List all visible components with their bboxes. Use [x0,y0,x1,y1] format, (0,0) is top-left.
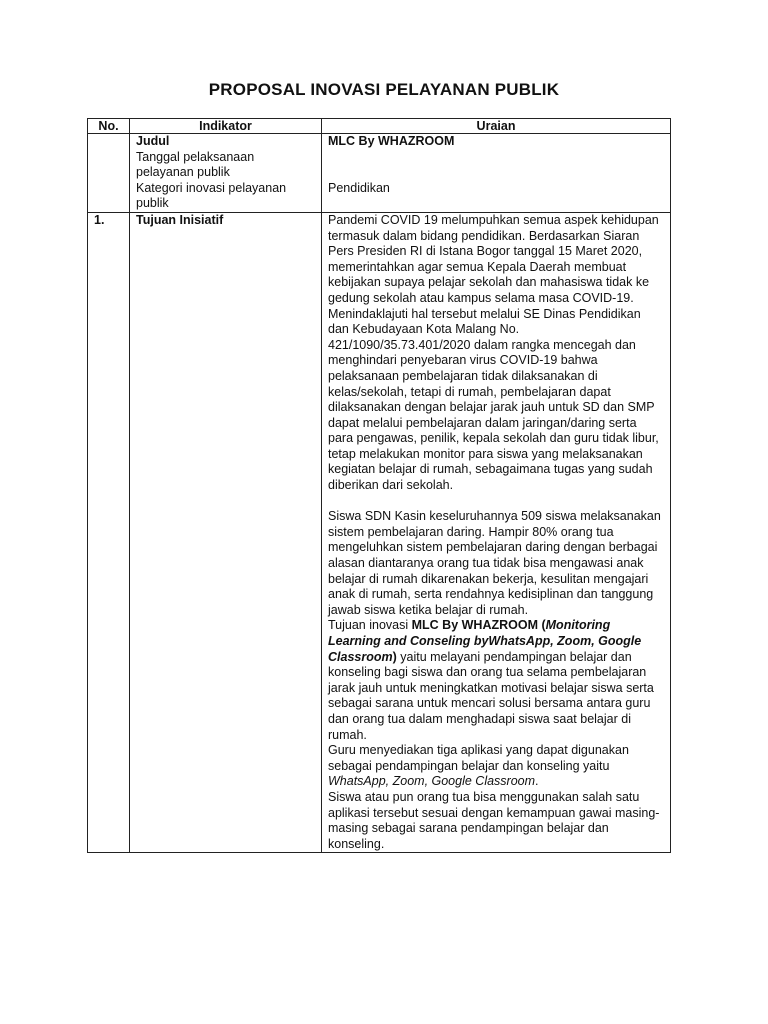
paragraph-problem: Siswa SDN Kasin keseluruhannya 509 siswa melaksanakan sistem pembelajaran daring. Hampir 80% orang tua mengeluhkan sistem pembelajaran daring dengan berbagai alasan diantaranya orang tua tidak bisa mengawasi anak belajar di rumah dikarenakan bekerja, kesulitan mengajari anak di rumah, serta rendahnya kedisiplinan dan tanggung jawab siswa ketika belajar di rumah. [328,509,661,617]
table-header-row [88,119,671,134]
tanggal-label: Tanggal pelaksanaan pelayanan publik [136,149,255,180]
table-row-meta [88,134,671,213]
meta-uraian-cell [322,134,671,213]
paragraph-goal [328,618,664,743]
goal-paren-close: ) [392,649,397,664]
row-number: 1. [88,212,130,852]
kategori-value: Pendidikan [328,180,390,195]
proposal-table [87,118,671,853]
judul-label: Judul [136,134,170,148]
meta-no-cell [88,134,130,213]
goal-description: yaitu melayani pendampingan belajar dan konseling bagi siswa dan orang tua selama pembelajaran jarak jauh untuk meningkatkan motivasi belajar siswa serta sebagai sarana untuk mencari solusi bersama antara guru dan orang tua dalam menghadapi siswa saat belajar di rumah. [328,649,654,742]
header-no: No. [88,119,130,134]
header-uraian: Uraian [322,119,671,134]
document-title: PROPOSAL INOVASI PELAYANAN PUBLIK [208,80,560,99]
judul-value: MLC By WHAZROOM [328,134,455,148]
header-indikator: Indikator [130,119,322,134]
goal-product-expansion: Monitoring Learning and Conseling byWhatsApp, Zoom, Google Classroom [328,618,642,664]
row-indikator: Tujuan Inisiatif [130,212,322,852]
row-uraian [322,212,671,852]
goal-product-name: MLC By WHAZROOM ( [411,618,546,633]
paragraph-background: Pandemi COVID 19 melumpuhkan semua aspek kehidupan termasuk dalam bidang pendidikan. Berdasarkan Siaran Pers Presiden RI di Istana Bogor tanggal 15 Maret 2020, memerintahkan agar semua Kepala Daerah membuat kebijakan supaya pelajar sekolah dan mahasiswa tidak ke gedung sekolah atau kampus selama masa COVID-19. Menindaklajuti hal tersebut melalui SE Dinas Pendidikan dan Kebudayaan Kota Malang No. 421/1090/35.73.401/2020 dalam rangka mencegah dan menghindari penyebaran virus COVID-19 bahwa pelaksanaan pembelajaran tidak dilaksanakan di kelas/sekolah, tetapi di rumah, pembelajaran dapat dilaksanakan dengan belajar jarak jauh untuk SD dan SMP dapat melalui pembelajaran dalam jaringan/daring serta para pengawas, penilik, kepala sekolah dan guru tidak libur, tetap melakukan monitor para siswa yang melaksanakan kegiatan belajar di rumah, sebagaimana tugas yang sudah diberikan dari sekolah. [328,212,659,493]
apps-period: . [535,774,539,789]
goal-intro: Tujuan inovasi [328,618,412,633]
kategori-label: Kategori inovasi pelayanan publik [136,180,287,211]
meta-indikator-cell [130,134,322,213]
paragraph-apps [328,743,664,790]
paragraph-usage: Siswa atau pun orang tua bisa menggunakan salah satu aplikasi tersebut sesuai dengan kemampuan gawai masing-masing sebagai sarana pendampingan belajar dan konseling. [328,789,660,851]
apps-names: WhatsApp, Zoom, Google Classroom [328,774,536,789]
apps-text: Guru menyediakan tiga aplikasi yang dapat digunakan sebagai pendampingan belajar dan konseling yaitu [328,743,629,773]
table-row [88,212,671,852]
